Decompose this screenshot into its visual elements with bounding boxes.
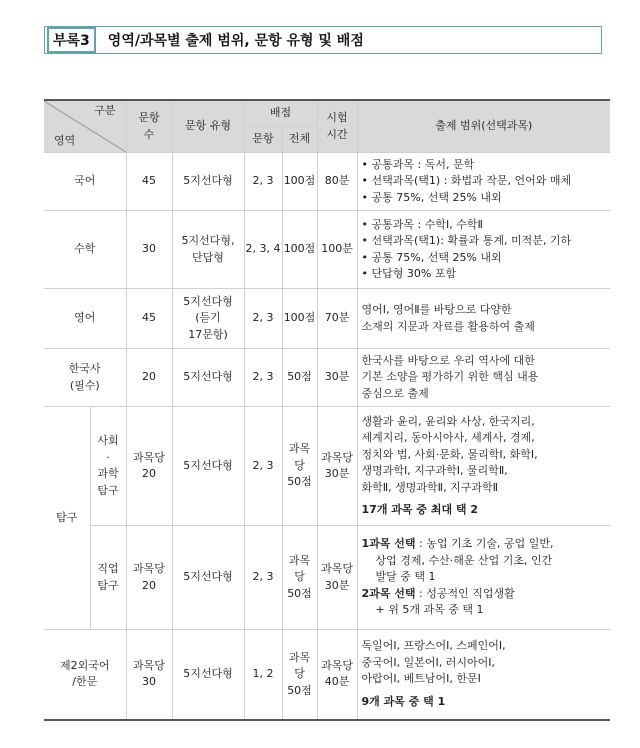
scope-vocational: 1과목 선택 : 농업 기초 기술, 공업 일반, 상업 경제, 수산·해운 산업 기초, 인간 발달 중 택 1 2과목 선택 : 성공적인 직업생활 + 위 5개 과목 중 택 1 bbox=[357, 526, 610, 630]
area-korean: 국어 bbox=[44, 153, 126, 211]
scope-foreign-language: 독일어Ⅰ, 프랑스어Ⅰ, 스페인어Ⅰ, 중국어Ⅰ, 일본어Ⅰ, 러시아어Ⅰ, 아랍어Ⅰ, 베트남어Ⅰ, 한문Ⅰ 9개 과목 중 택 1 bbox=[357, 630, 610, 720]
table-row: 한국사 (필수) 20 5지선다형 2, 3 50점 30분 한국사를 바탕으로 우리 역사에 대한 기본 소양을 평가하기 위한 핵심 내용 중심으로 출제 bbox=[44, 349, 610, 407]
area-english: 영어 bbox=[44, 289, 126, 349]
table-row: 직업 탐구 과목당 20 5지선다형 2, 3 과목 당 50점 과목당 30분 1과목 선택 : 농업 기초 기술, 공업 일반, 상업 경제, 수산·해운 산업 기초, 인간 발달 중 택 1 2과목 선택 : 성공적인 직업생활 + 위 5개 과목 중 택 1 bbox=[44, 526, 610, 630]
header-score-total: 전체 bbox=[282, 127, 317, 153]
sub-area-vocational: 직업 탐구 bbox=[90, 526, 126, 630]
page-title: 영역/과목별 출제 범위, 문항 유형 및 배점 bbox=[107, 33, 364, 49]
scope-english: 영어Ⅰ, 영어Ⅱ를 바탕으로 다양한 소재의 지문과 자료를 활용하여 출제 bbox=[357, 289, 610, 349]
table-row: 탐구 사회 · 과학 탐구 과목당 20 5지선다형 2, 3 과목 당 50점 과목당 30분 생활과 윤리, 윤리와 사상, 한국지리, 세계지리, 동아시아사, 세계사, 경제, 정치와 법, 사회·문화, 물리학Ⅰ, 화학Ⅰ, 생명과학Ⅰ, 지구과학Ⅰ, 물리학Ⅱ, 화학Ⅱ, 생명과학Ⅱ, 지구과학Ⅱ 17개 과목 중 최대 택 2 bbox=[44, 407, 610, 526]
header-type: 문항 유형 bbox=[172, 100, 244, 153]
appendix-tag: 부록3 bbox=[47, 27, 96, 53]
sub-area-social-science: 사회 · 과학 탐구 bbox=[90, 407, 126, 526]
scope-history: 한국사를 바탕으로 우리 역사에 대한 기본 소양을 평가하기 위한 핵심 내용 중심으로 출제 bbox=[357, 349, 610, 407]
header-num-questions: 문항 수 bbox=[126, 100, 172, 153]
area-inquiry: 탐구 bbox=[44, 407, 90, 630]
page-title-bar bbox=[44, 26, 602, 54]
table-row: 수학 30 5지선다형, 단답형 2, 3, 4 100점 100분 • 공통과목 : 수학Ⅰ, 수학Ⅱ • 선택과목(택1): 확률과 통계, 미적분, 기하 • 공통 75%, 선택 25% 내외 • 단답형 30% 포함 bbox=[44, 211, 610, 289]
header-score: 배점 bbox=[244, 100, 317, 127]
exam-scope-table bbox=[44, 99, 610, 721]
header-scope: 출제 범위(선택과목) bbox=[357, 100, 610, 153]
table-row: 제2외국어 /한문 과목당 30 5지선다형 1, 2 과목 당 50점 과목당 40분 독일어Ⅰ, 프랑스어Ⅰ, 스페인어Ⅰ, 중국어Ⅰ, 일본어Ⅰ, 러시아어Ⅰ, 아랍어Ⅰ, 베트남어Ⅰ, 한문Ⅰ 9개 과목 중 택 1 bbox=[44, 630, 610, 720]
scope-social-science: 생활과 윤리, 윤리와 사상, 한국지리, 세계지리, 동아시아사, 세계사, 경제, 정치와 법, 사회·문화, 물리학Ⅰ, 화학Ⅰ, 생명과학Ⅰ, 지구과학Ⅰ, 물리학Ⅱ, 화학Ⅱ, 생명과학Ⅱ, 지구과학Ⅱ 17개 과목 중 최대 택 2 bbox=[357, 407, 610, 526]
table-row: 영어 45 5지선다형 (듣기 17문항) 2, 3 100점 70분 영어Ⅰ, 영어Ⅱ를 바탕으로 다양한 소재의 지문과 자료를 활용하여 출제 bbox=[44, 289, 610, 349]
scope-math: • 공통과목 : 수학Ⅰ, 수학Ⅱ • 선택과목(택1): 확률과 통계, 미적분, 기하 • 공통 75%, 선택 25% 내외 • 단답형 30% 포함 bbox=[357, 211, 610, 289]
table-row: 국어 45 5지선다형 2, 3 100점 80분 • 공통과목 : 독서, 문학 • 선택과목(택1) : 화법과 작문, 언어와 매체 • 공통 75%, 선택 25% 내외 bbox=[44, 153, 610, 211]
header-corner bbox=[44, 100, 126, 153]
area-math: 수학 bbox=[44, 211, 126, 289]
scope-korean: • 공통과목 : 독서, 문학 • 선택과목(택1) : 화법과 작문, 언어와 매체 • 공통 75%, 선택 25% 내외 bbox=[357, 153, 610, 211]
area-foreign-language: 제2외국어 /한문 bbox=[44, 630, 126, 720]
header-gubun: 구분 bbox=[94, 104, 116, 117]
area-history: 한국사 (필수) bbox=[44, 349, 126, 407]
header-time: 시험 시간 bbox=[317, 100, 357, 153]
header-score-item: 문항 bbox=[244, 127, 282, 153]
header-area: 영역 bbox=[54, 133, 76, 147]
